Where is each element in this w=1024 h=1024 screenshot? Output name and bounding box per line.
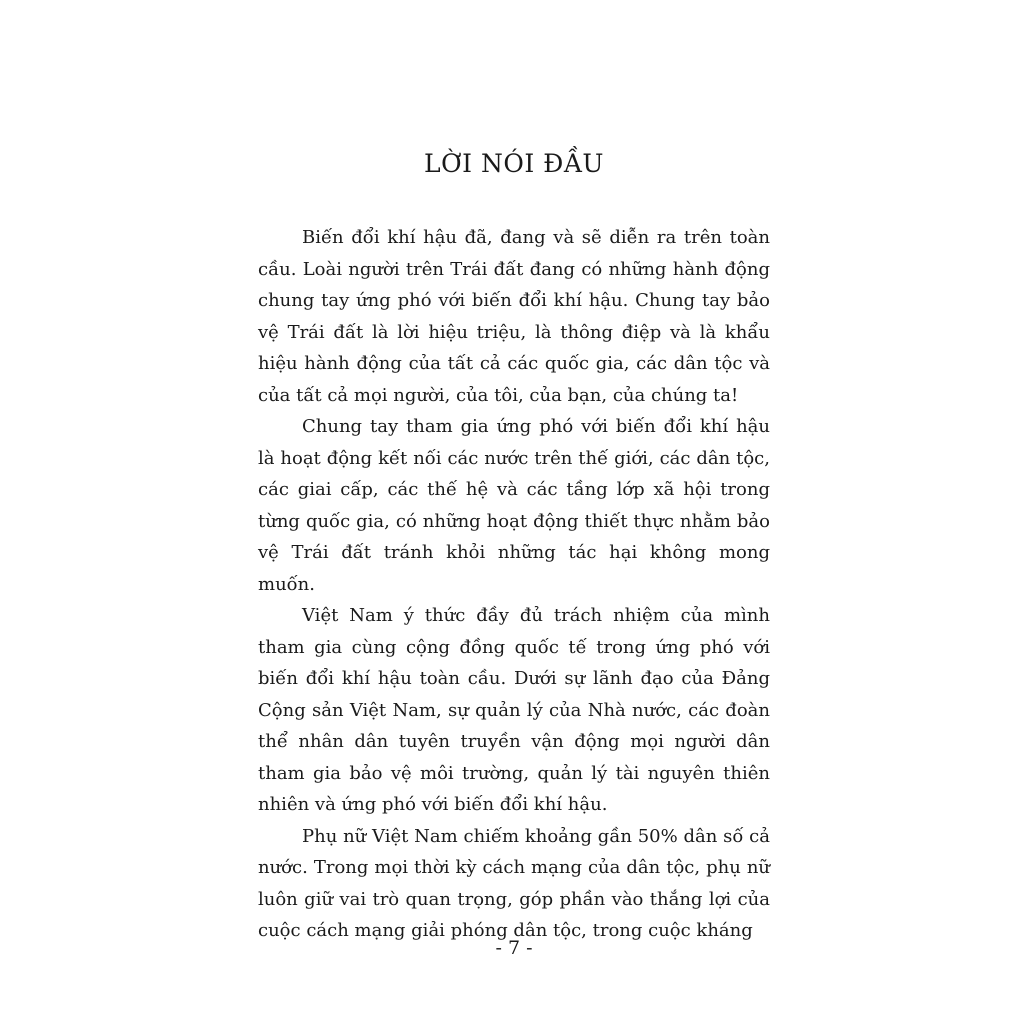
document-page xyxy=(258,0,770,1024)
paragraph-1: Biến đổi khí hậu đã, đang và sẽ diễn ra trên toàn cầu. Loài người trên Trái đất đang có những hành động chung tay ứng phó với biến đổi khí hậu. Chung tay bảo vệ Trái đất là lời hiệu triệu, là thông điệp và là khẩu hiệu hành động của tất cả các quốc gia, các dân tộc và của tất cả mọi người, của tôi, của bạn, của chúng ta! xyxy=(258,227,770,406)
paragraph-3: Việt Nam ý thức đầy đủ trách nhiệm của mình tham gia cùng cộng đồng quốc tế trong ứng phó với biến đổi khí hậu toàn cầu. Dưới sự lãnh đạo của Đảng Cộng sản Việt Nam, sự quản lý của Nhà nước, các đoàn thể nhân dân tuyên truyền vận động mọi người dân tham gia bảo vệ môi trường, quản lý tài nguyên thiên nhiên và ứng phó với biến đổi khí hậu. xyxy=(258,605,770,815)
page-number: - 7 - xyxy=(495,937,533,959)
page-title: LỜI NÓI ĐẦU xyxy=(424,149,604,178)
paragraph-4: Phụ nữ Việt Nam chiếm khoảng gần 50% dân số cả nước. Trong mọi thời kỳ cách mạng của dân tộc, phụ nữ luôn giữ vai trò quan trọng, góp phần vào thắng lợi của cuộc cách mạng giải phóng dân tộc, trong cuộc kháng xyxy=(258,825,770,941)
body-text xyxy=(258,222,770,947)
paragraph-2: Chung tay tham gia ứng phó với biến đổi khí hậu là hoạt động kết nối các nước trên thế giới, các dân tộc, các giai cấp, các thế hệ và các tầng lớp xã hội trong từng quốc gia, có những hoạt động thiết thực nhằm bảo vệ Trái đất tránh khỏi những tác hại không mong muốn. xyxy=(258,416,770,595)
